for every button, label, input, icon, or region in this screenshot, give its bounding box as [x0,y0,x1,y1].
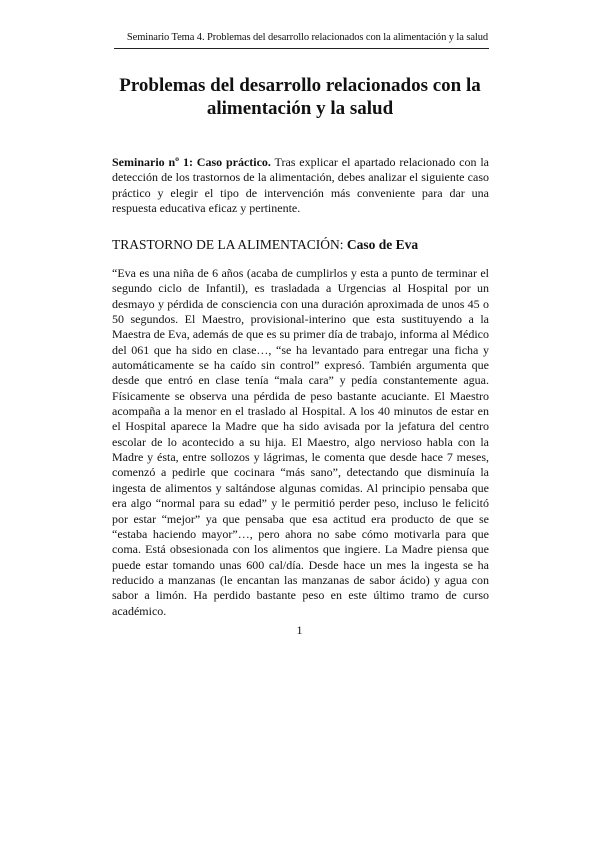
header-divider [114,48,489,49]
intro-text: Tras explicar el apartado relacionado con la detección de los trastornos de la alimentación, debes analizar el siguiente caso práctico y elegir el tipo de intervención más conveniente para dar una respuesta educativa eficaz y pertinente. [112,155,489,216]
intro-paragraph [112,155,489,217]
page-number: 1 [296,623,303,637]
title-line-1: Problemas del desarrollo relacionados con la [119,75,481,96]
section-heading [112,237,418,253]
section-heading-main: TRASTORNO DE LA ALIMENTACIÓN: [112,237,344,252]
title-line-2: alimentación y la salud [206,98,394,119]
intro-label: Seminario nº 1: Caso práctico. [112,155,271,169]
document-title [100,74,500,120]
case-paragraph: “Eva es una niña de 6 años (acaba de cumplirlos y esta a punto de terminar el segundo ciclo de Infantil), es trasladada a Urgencias al Hospital por un desmayo y pérdida de consciencia con una duración aproximada de unos 45 o 50 segundos. El Maestro, provisional-interino que esta sustituyendo a la Maestra de Eva, además de que es su primer día de trabajo, informa al Médico del 061 que ha sido en clase…, “se ha levantado para entregar una ficha y automáticamente se ha caído sin control” expresó. También argumenta que desde que entró en clase tenía “mala cara” y pedía constantemente agua. Físicamente se observa una pérdida de peso bastante acuciante. El Maestro acompaña a la menor en el traslado al Hospital. A los 40 minutos de estar en el Hospital aparece la Madre que ha sido avisada por la jefatura del centro escolar de lo acontecido a su hija. El Maestro, algo nervioso habla con la Madre y ésta, entre sollozos y lágrimas, le comenta que desde hace 7 meses, comenzó a pedirle que cocinara “más sano”, detectando que disminuía la ingesta de alimentos y saltándose algunas comidas. Al principio pensaba que era algo “normal para su edad” y le permitió perder peso, incluso le felicitó por estar “mejor” ya que pensaba que esa actitud era producto de que se “estaba haciendo mayor”…, pero ahora no sabe cómo motivarla para que coma. Está obsesionada con los alimentos que ingiere. La Madre piensa que puede estar tomando unas 600 cal/día. Desde hace un mes la ingesta se ha reducido a manzanas (le encantan las manzanas de sabor ácido) y agua con sabor a limón. Ha perdido bastante peso en este último tramo de curso académico. [112,266,489,618]
section-heading-case: Caso de Eva [343,237,419,252]
running-header: Seminario Tema 4. Problemas del desarrollo relacionados con la alimentación y la salud [126,32,488,43]
